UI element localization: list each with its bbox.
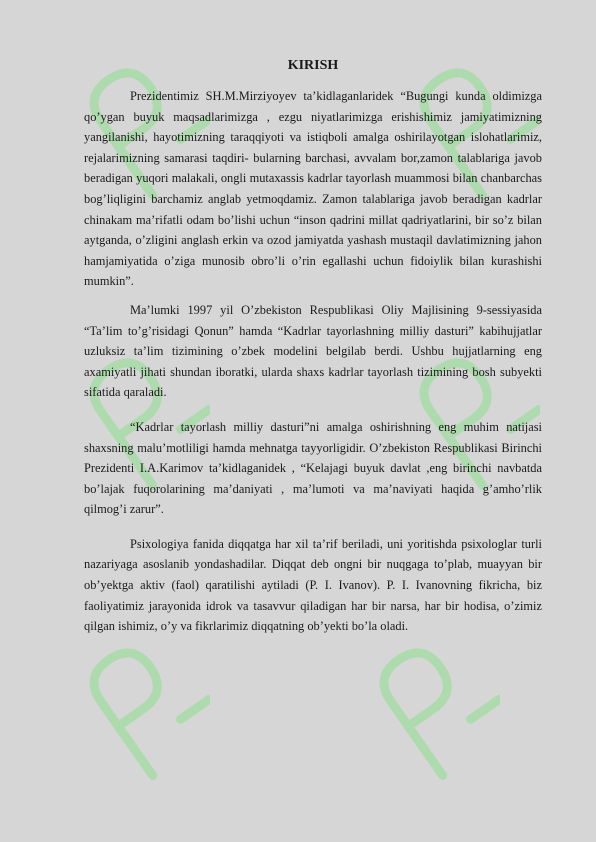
pdf-watermark-icon xyxy=(360,620,500,790)
paragraph: “Kadrlar tayorlash milliy dasturi”ni amalga oshirishning eng muhim natijasi shaxsning malu’motliligi hamda mehnatga tayyorligidir. O’zbekiston Respublikasi Birinchi Prezidenti I.A.Karimov ta’kidlaganidek , “Kelajagi buyuk davlat ,eng birinchi navbatda bo’lajak fuqorolarining ma’daniyati , ma’lumoti va ma’naviyati haqida g’amho’rlik qilmog’i zarur”. xyxy=(84,419,542,517)
pdf-watermark-icon xyxy=(70,620,210,790)
paragraph: Prezidentimiz SH.M.Mirziyoyev ta’kidlaganlaridek “Bugungi kunda oldimizga qo’ygan buyuk maqsadlarimizga , ezgu niyatlarimizga erishishimiz jamiyatimizning yangilanishi, hayotimizning taraqqiyoti va istiqboli amalga oshirilayotgan islohatlarimiz, rejalarimizning samarasi taqdiri- bularning barchasi, avvalam bor,zamon talablariga javob beradigan yuqori malakali, ongli mutaxassis kadrlar tayorlash muammosi bilan chanbarchas bog’liqligini barchamiz anglab yetmoqdamiz. Zamon talablariga javob beradigan kadrlar chinakam ma’rifatli odam bo’lishi uchun “inson qadrini millat qadriyatlarini, bir so’z bilan aytganda, o’zligini anglash erkin va ozod jamiyatda yashash mustaqil davlatimizning jahon hamjamiyatida o’ziga munosib obro’li o’rin egallashi uchun fidoiylik bilan kurashishi mumkin”. xyxy=(84,89,542,289)
paragraph: Ma’lumki 1997 yil O’zbekiston Respublikasi Oliy Majlisining 9-sessiyasida “Ta’lim to’g’risidagi Qonun” hamda “Kadrlar tayorlashning milliy dasturi” kabihujjatlar uzluksiz ta’lim tizimining o’zbek modelini belgilab berdi. Ushbu hujjatlarning eng axamiyatli jihati shundan iboratki, ularda shaxs kadrlar tayorlash tizimining bosh subyekti sifatida qaraladi. xyxy=(84,302,542,400)
document-page xyxy=(84,56,542,637)
document-title: KIRISH xyxy=(287,58,339,73)
paragraph: Psixologiya fanida diqqatga har xil ta’rif beriladi, uni yoritishda psixologlar turli nazariyaga asoslanib yondashadilar. Diqqat deb ongni bir nuqgaga to’plab, muayyan bir ob’yektga aktiv (faol) qaratilishi aytiladi (P. I. Ivanov). P. I. Ivanovning fikricha, biz faoliyatimiz jarayonida idrok va tasavvur qiladigan har bir narsa, har bir hodisa, o’zimiz qilgan ishimiz, o’y va fikrlarimiz diqqatning ob’yekti bo’la oladi. xyxy=(84,536,542,634)
